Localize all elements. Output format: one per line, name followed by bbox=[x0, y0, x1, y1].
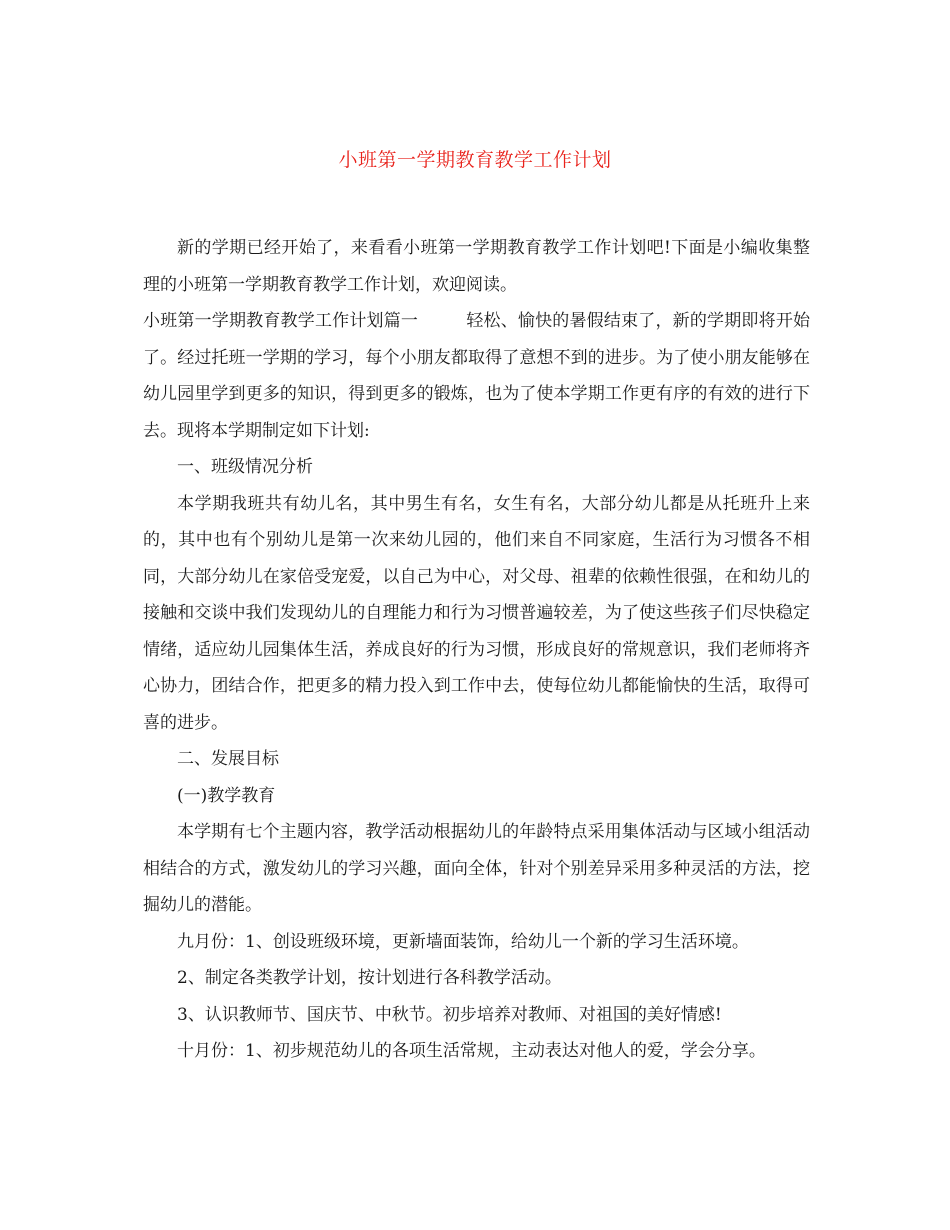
section-opening-text: 轻松、愉快的暑假结束了，新的学期即将开始了。经过托班一学期的学习，每个小朋友都取得了意想不到的进步。为了使小朋友能够在幼儿园里学到更多的知识，得到更多的锻炼，也为了使本学期工作更有序的有效的进行下去。现将本学期制定如下计划: bbox=[143, 311, 811, 441]
september-item-2: 2、制定各类教学计划，按计划进行各科教学活动。 bbox=[177, 968, 562, 988]
class-analysis-paragraph: 本学期我班共有幼儿名，其中男生有名，女生有名，大部分幼儿都是从托班升上来的，其中也有个别幼儿是第一次来幼儿园的，他们来自不同家庭，生活行为习惯各不相同，大部分幼儿在家倍受宠爱，以自己为中心，对父母、祖辈的依赖性很强，在和幼儿的接触和交谈中我们发现幼儿的自理能力和行为习惯普遍较差，为了使这些孩子们尽快稳定情绪，适应幼儿园集体生活，养成良好的行为习惯，形成良好的常规意识，我们老师将齐心协力，团结合作，把更多的精力投入到工作中去，使每位幼儿都能愉快的生活，取得可喜的进步。 bbox=[143, 493, 810, 733]
subheading-teaching: (一)教学教育 bbox=[177, 785, 276, 806]
document-body bbox=[143, 230, 810, 1070]
september-item-3: 3、认识教师节、国庆节、中秋节。初步培养对教师、对祖国的美好情感! bbox=[177, 1004, 722, 1025]
intro-paragraph: 新的学期已经开始了，来看看小班第一学期教育教学工作计划吧!下面是小编收集整理的小班第一学期教育教学工作计划，欢迎阅读。 bbox=[143, 238, 810, 295]
document-title: 小班第一学期教育教学工作计划 bbox=[338, 149, 612, 171]
heading-class-analysis: 一、班级情况分析 bbox=[177, 457, 313, 477]
september-item-1: 九月份：1、创设班级环境，更新墙面装饰，给幼儿一个新的学习生活环境。 bbox=[177, 931, 749, 952]
teaching-paragraph: 本学期有七个主题内容，教学活动根据幼儿的年龄特点采用集体活动与区域小组活动相结合的方式，激发幼儿的学习兴趣，面向全体，针对个别差异采用多种灵活的方法，挖掘幼儿的潜能。 bbox=[143, 822, 810, 915]
heading-development-goals: 二、发展目标 bbox=[177, 749, 279, 769]
section-opening-paragraph bbox=[143, 303, 810, 449]
section-heading: 小班第一学期教育教学工作计划篇一 bbox=[143, 311, 419, 331]
october-item-1: 十月份：1、初步规范幼儿的各项生活常规，主动表达对他人的爱，学会分享。 bbox=[177, 1041, 766, 1061]
